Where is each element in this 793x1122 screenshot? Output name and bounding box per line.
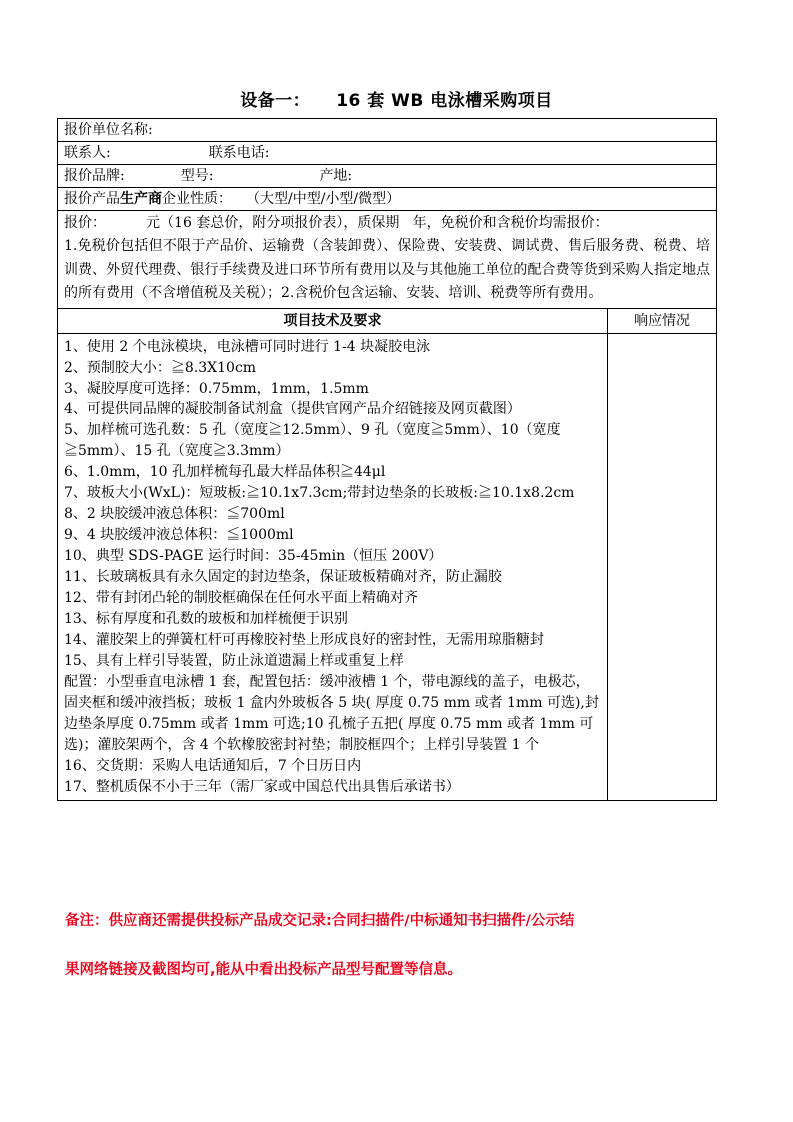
row-contact bbox=[58, 142, 716, 165]
requirements-header-row bbox=[58, 309, 716, 334]
contact-person-label: 联系人: bbox=[64, 145, 111, 161]
requirement-item: 1、使用 2 个电泳模块，电泳槽可同时进行 1-4 块凝胶电泳 bbox=[64, 338, 431, 355]
page-title-main: 16 套 WB 电泳槽采购项目 bbox=[336, 91, 553, 111]
requirement-item: 10、典型 SDS-PAGE 运行时间：35-45min（恒压 200V） bbox=[64, 548, 443, 565]
requirement-item: 7、玻板大小(WxL)：短玻板:≧10.1x7.3cm;带封边垫条的长玻板:≧10.1x8.2cm bbox=[64, 485, 575, 502]
row-price bbox=[58, 211, 716, 309]
price-notes: 1.免税价包括但不限于产品价、运输费（含装卸费）、保险费、安装费、调试费、售后服务费、税费、培训费、外贸代理费、银行手续费及进口环节所有费用以及与其他施工单位的配合费等货到采购人指定地点的所有费用（不含增值税及关税）；2.含税价包含运输、安装、培训、税费等所有费用。 bbox=[64, 238, 710, 302]
requirement-item: 9、4 块胶缓冲液总体积：≦1000ml bbox=[64, 527, 294, 544]
requirement-item: 5、加样梳可选孔数：5 孔（宽度≧12.5mm）、9 孔（宽度≧5mm）、10（宽度≧5mm）、15 孔（宽度≧3.3mm） bbox=[64, 422, 561, 460]
requirement-item: 8、2 块胶缓冲液总体积：≦700ml bbox=[64, 506, 285, 523]
requirement-item: 14、灌胶架上的弹簧杠杆可再橡胶衬垫上形成良好的密封性，无需用琼脂糖封 bbox=[64, 631, 544, 648]
row-brand bbox=[58, 165, 716, 188]
row-enterprise-nature bbox=[58, 188, 716, 211]
requirement-item: 4、可提供同品牌的凝胶制备试剂盒（提供官网产品介绍链接及网页截图） bbox=[64, 401, 521, 418]
requirement-item: 11、长玻璃板具有永久固定的封边垫条，保证玻板精确对齐，防止漏胶 bbox=[64, 569, 502, 586]
requirement-item: 12、带有封闭凸轮的制胶框确保在任何水平面上精确对齐 bbox=[64, 590, 418, 607]
nature-suffix: 企业性质： bbox=[162, 191, 232, 207]
model-label: 型号: bbox=[180, 168, 214, 184]
requirements-header: 项目技术及要求 bbox=[58, 309, 608, 333]
nature-bold: 生产商 bbox=[120, 191, 162, 207]
requirement-item: 3、凝胶厚度可选择：0.75mm，1mm，1.5mm bbox=[64, 380, 369, 397]
procurement-table bbox=[57, 118, 717, 801]
page-title-prefix: 设备一： bbox=[240, 91, 311, 111]
nature-options: （大型/中型/小型/微型） bbox=[246, 191, 401, 207]
note-line-1: 备注：供应商还需提供投标产品成交记录:合同扫描件/中标通知书扫描件/公示结 bbox=[65, 913, 575, 929]
requirement-item: 6、1.0mm，10 孔加样梳每孔最大样品体积≧44μl bbox=[64, 464, 386, 481]
brand-label: 报价品牌: bbox=[64, 168, 125, 184]
requirement-item: 16、交货期：采购人电话通知后，7 个日历日内 bbox=[64, 757, 362, 774]
price-line: 报价： 元（16 套总价，附分项报价表），质保期 年，免税价和含税价均需报价： bbox=[64, 215, 609, 231]
requirements-list bbox=[58, 334, 608, 800]
requirements-body-row bbox=[58, 334, 716, 800]
page-title bbox=[0, 86, 793, 111]
row-unit-name bbox=[58, 119, 716, 142]
note-line-2: 果网络链接及截图均可,能从中看出投标产品型号配置等信息。 bbox=[65, 962, 463, 978]
unit-name-label: 报价单位名称: bbox=[64, 122, 153, 138]
requirement-item: 17、整机质保不小于三年（需厂家或中国总代出具售后承诺书） bbox=[64, 778, 460, 795]
contact-phone-label: 联系电话: bbox=[208, 145, 270, 161]
nature-prefix: 报价产品 bbox=[64, 191, 120, 207]
requirement-item: 13、标有厚度和孔数的玻板和加样梳便于识别 bbox=[64, 611, 348, 628]
requirement-item: 2、预制胶大小：≧8.3X10cm bbox=[64, 359, 257, 376]
requirement-item: 15、具有上样引导装置，防止泳道遗漏上样或重复上样 bbox=[64, 652, 404, 669]
origin-label: 产地: bbox=[319, 168, 353, 184]
response-header: 响应情况 bbox=[634, 312, 690, 329]
response-cell bbox=[608, 334, 716, 800]
requirement-item: 配置：小型垂直电泳槽 1 套，配置包括：缓冲液槽 1 个，带电源线的盖子，电极芯，固夹框和缓冲液挡板；玻板 1 盒内外玻板各 5 块( 厚度 0.75 mm 或者 1mm 可选),封边垫条厚度 0.75mm 或者 1mm 可选;10 孔梳子五把( 厚度 0.75 mm 或者 1mm 可选)；灌胶架两个，含 4 个软橡胶密封衬垫；制胶框四个；上样引导装置 1 个 bbox=[64, 673, 599, 753]
